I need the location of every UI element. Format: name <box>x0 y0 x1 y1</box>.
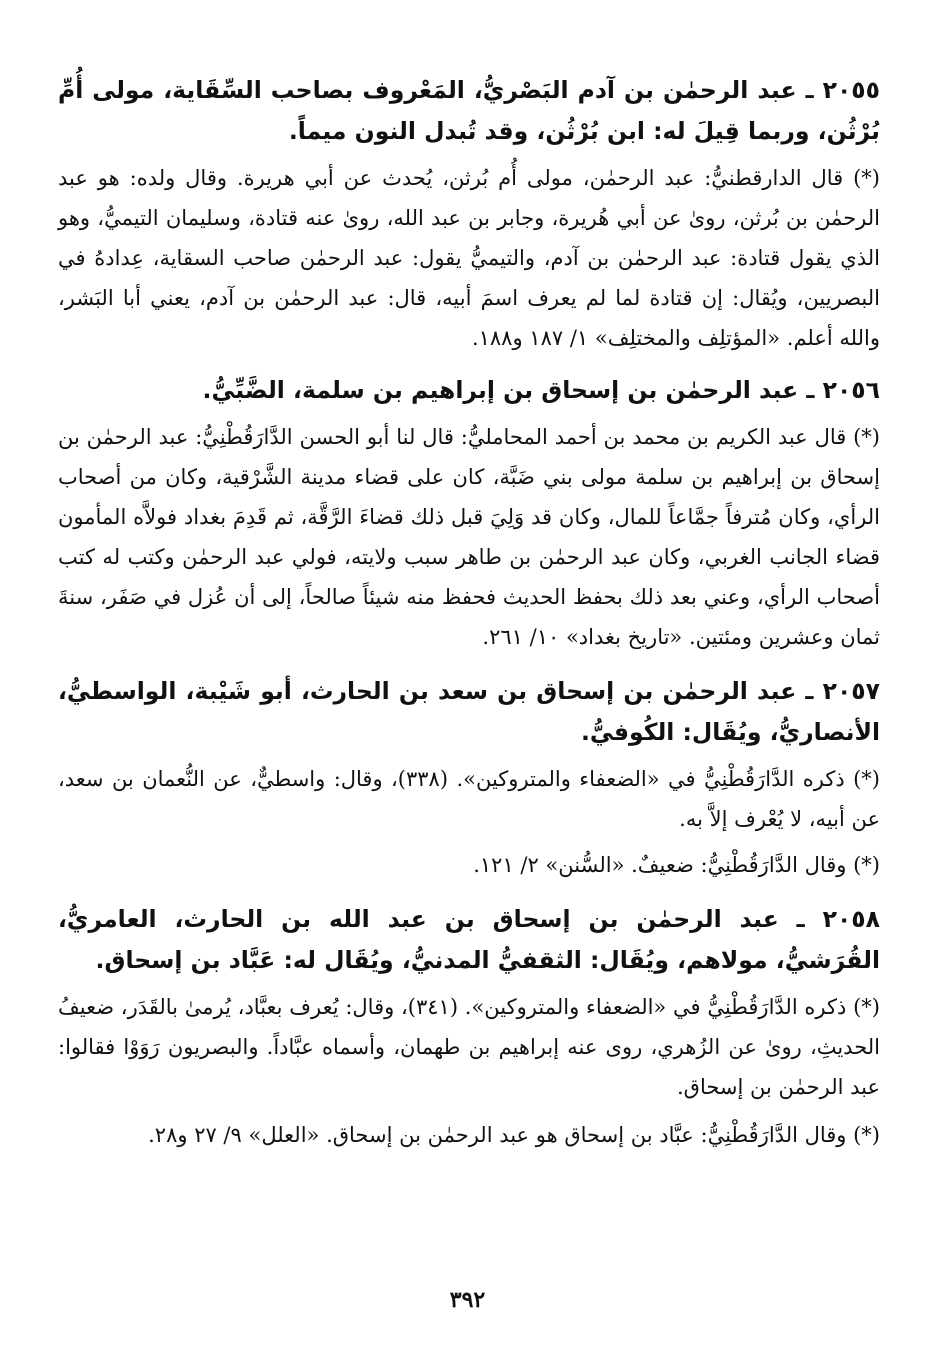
biography-entry-2056 <box>58 370 880 657</box>
entry-heading: ٢٠٥٦ ـ عبد الرحمٰن بن إسحاق بن إبراهيم بن سلمة، الضَّبِّيُّ. <box>202 376 880 404</box>
biography-entry-2058 <box>58 899 880 1155</box>
entry-paragraph: (*) ذكره الدَّارَقُطْنِيُّ في «الضعفاء والمتروكين». (٣٤١)، وقال: يُعرف بعبَّاد، يُرمىٰ بالقَدَر، ضعيفُ الحديثِ، روىٰ عن الزُهري، روى عنه إبراهيم بن طهمان، وأسماه عبَّاداً. والبصريون رَوَوْا فقالوا: عبد الرحمٰن بن إسحاق. <box>58 995 880 1099</box>
biography-entry-2055 <box>58 70 880 358</box>
entry-heading: ٢٠٥٧ ـ عبد الرحمٰن بن إسحاق بن سعد بن الحارث، أبو شَيْبة، الواسطيُّ، الأنصاريُّ، ويُقَال: الكُوفيُّ. <box>58 677 880 746</box>
entry-heading: ٢٠٥٨ ـ عبد الرحمٰن بن إسحاق بن عبد الله بن الحارث، العامريُّ، القُرَشيُّ، مولاهم، ويُقَال: الثقفيُّ المدنيُّ، ويُقَال له: عَبَّاد بن إسحاق. <box>58 905 880 974</box>
page-content <box>58 64 880 1155</box>
entry-paragraph: (*) وقال الدَّارَقُطْنِيُّ: عبَّاد بن إسحاق هو عبد الرحمٰن بن إسحاق. «العلل» ٩/ ٢٧ و٢٨. <box>148 1123 880 1147</box>
biography-entry-2057 <box>58 671 880 885</box>
entry-paragraph: (*) وقال الدَّارَقُطْنِيُّ: ضعيفٌ. «السُّنن» ٢/ ١٢١. <box>473 853 880 877</box>
entry-heading: ٢٠٥٥ ـ عبد الرحمٰن بن آدم البَصْريُّ، المَعْروف بصاحب السِّقَاية، مولى أُمِّ بُرْثُن، وربما قِيلَ له: ابن بُرْثُن، وقد تُبدل النون ميماً. <box>58 76 880 145</box>
entry-paragraph: (*) ذكره الدَّارَقُطْنِيُّ في «الضعفاء والمتروكين». (٣٣٨)، وقال: واسطيٌّ، عن النُّعمان بن سعد، عن أبيه، لا يُعْرف إلاَّ به. <box>58 767 880 831</box>
entry-paragraph: (*) قال الدارقطنيُّ: عبد الرحمٰن، مولى أُم بُرثن، يُحدث عن أبي هريرة. وقال ولده: هو عبد الرحمٰن بن بُرثن، روىٰ عن أبي هُريرة، وجابر بن عبد الله، روىٰ عنه قتادة، وسليمان التيميُّ، وهو الذي يقول قتادة: عبد الرحمٰن بن آدم، والتيميُّ يقول: عبد الرحمٰن صاحب السقاية، عِدادهُ في البصريين، ويُقال: إن قتادة لما لم يعرف اسمَ أبيه، قال: عبد الرحمٰن بن آدم، يعني أبا البَشر، والله أعلم. «المؤتلِف والمختلِف» ١/ ١٨٧ و١٨٨. <box>58 166 880 350</box>
page-number: ٣٩٢ <box>449 1287 486 1313</box>
entry-paragraph: (*) قال عبد الكريم بن محمد بن أحمد المحامليُّ: قال لنا أبو الحسن الدَّارَقُطْنِيُّ: عبد الرحمٰن بن إسحاق بن إبراهيم بن سلمة مولى بني ضَبَّة، كان على قضاء مدينة الشَّرْقية، وكان من أصحاب الرأي، وكان مُترفاً جمَّاعاً للمال، وكان قد وَلِيَ قبل ذلك قضاءَ الرَّقَّة، ثم قَدِمَ بغداد فولاَّه المأمون قضاء الجانب الغربي، وكان عبد الرحمٰن بن طاهر سبب ولايته، فولي عبد الرحمٰن وكتب له كتب أصحاب الرأي، وعني بعد ذلك بحفظ الحديث فحفظ منه شيئاً صالحاً، إلى أن عُزل في صَفَر، سنةَ ثمان وعشرين ومئتين. «تاريخ بغداد» ١٠/ ٢٦١. <box>58 425 880 649</box>
